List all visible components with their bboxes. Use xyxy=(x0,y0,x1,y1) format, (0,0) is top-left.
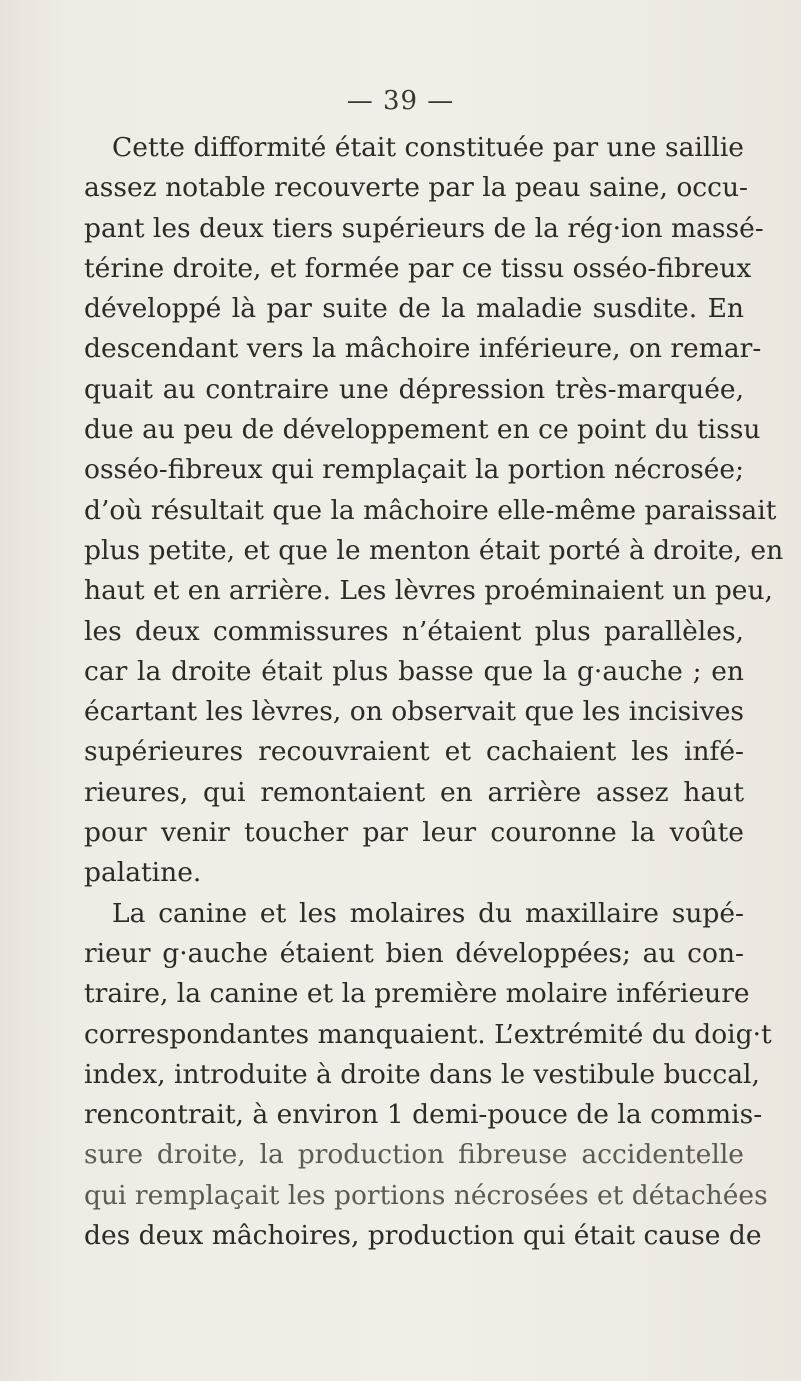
text-line: écartant les lèvres, on observait que les incisives xyxy=(84,696,744,728)
text-line: plus petite, et que le menton était porté à droite, en xyxy=(84,534,784,566)
text-line: rieur g·auche étaient bien développées; au con- xyxy=(84,937,744,969)
paragraph-2 xyxy=(84,894,772,1257)
text-line: due au peu de développement en ce point du tissu xyxy=(84,414,761,446)
text-line: descendant vers la mâchoire inférieure, on remar- xyxy=(84,333,762,365)
text-line: La canine et les molaires du maxillaire supé- xyxy=(112,897,744,929)
text-line: Cette difformité était constituée par une saillie xyxy=(112,132,744,163)
text-line: pant les deux tiers supérieurs de la rég·ion massé- xyxy=(84,212,764,244)
text-line: correspondantes manquaient. L’extrémité du doig·t xyxy=(84,1018,772,1050)
body-text xyxy=(84,128,784,1256)
text-line: palatine. xyxy=(84,857,202,889)
text-line: des deux mâchoires, production qui était cause de xyxy=(84,1220,762,1252)
page-number: — 39 — xyxy=(346,86,455,116)
text-line: index, introduite à droite dans le vestibule buccal, xyxy=(84,1058,760,1090)
text-line: traire, la canine et la première molaire inférieure xyxy=(84,978,750,1010)
text-line: rieures, qui remontaient en arrière assez haut xyxy=(84,776,744,808)
text-line: les deux commissures n’étaient plus parallèles, xyxy=(84,615,744,647)
text-line: d’où résultait que la mâchoire elle-même paraissait xyxy=(84,494,777,526)
text-line: qui remplaçait les portions nécrosées et détachées xyxy=(84,1179,768,1211)
paragraph-1 xyxy=(84,128,784,894)
text-line: car la droite était plus basse que la g·auche ; en xyxy=(84,655,744,687)
text-line: quait au contraire une dépression très-marquée, xyxy=(84,373,744,405)
text-line: térine droite, et formée par ce tissu osséo-fibreux xyxy=(84,252,752,284)
text-line: développé là par suite de la maladie susdite. En xyxy=(84,293,744,325)
text-line: supérieures recouvraient et cachaient les infé- xyxy=(84,736,744,768)
text-line: osséo-fibreux qui remplaçait la portion nécrosée; xyxy=(84,454,744,486)
text-line: assez notable recouverte par la peau saine, occu- xyxy=(84,172,748,204)
text-line: haut et en arrière. Les lèvres proéminaient un peu, xyxy=(84,575,773,607)
text-line: sure droite, la production fibreuse accidentelle xyxy=(84,1139,744,1171)
text-line: rencontrait, à environ 1 demi-pouce de la commis- xyxy=(84,1099,763,1131)
text-line: pour venir toucher par leur couronne la voûte xyxy=(84,817,744,849)
